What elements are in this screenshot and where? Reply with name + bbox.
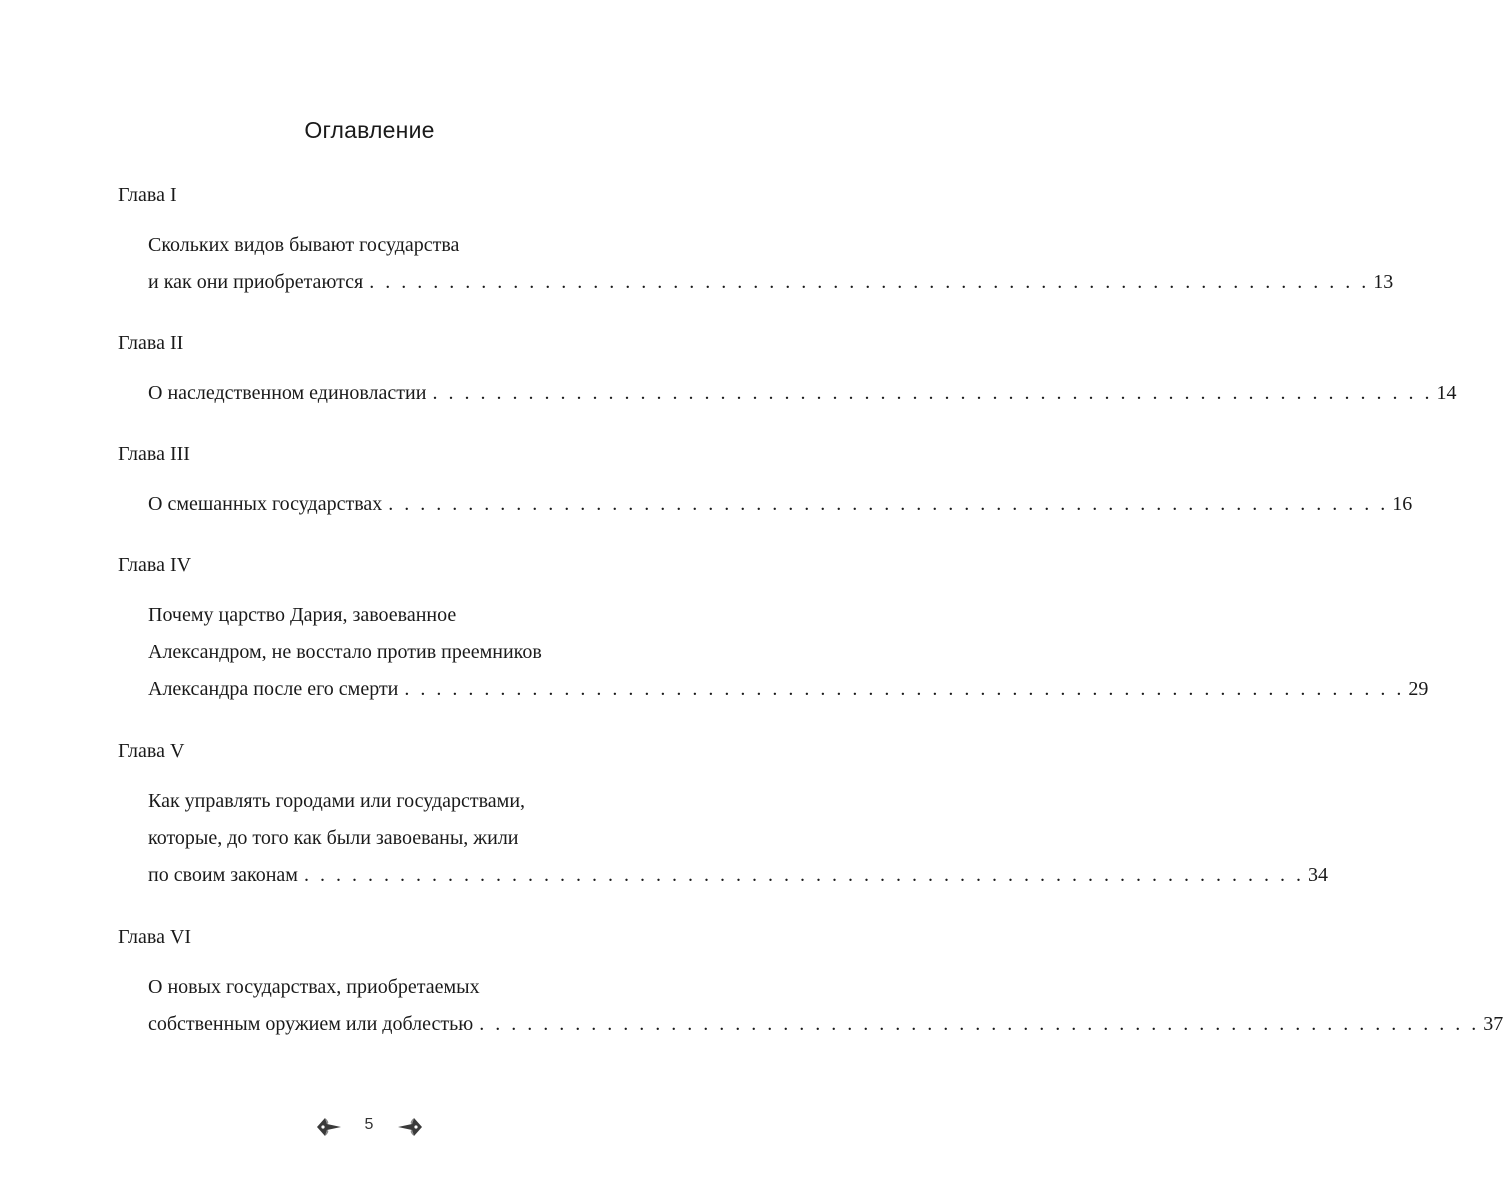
page-footer [0,1114,739,1140]
toc-page-number: 13 [1373,271,1394,293]
dot-leader: . . . . . . . . . . . . . . . . . . . . . . . . . . . . . . . . . . . . . . . . . . . . . . . . . . . . . . . . . . . . . . . [404,678,1405,700]
chapter-heading-5: Глава V [118,740,185,762]
dot-leader: . . . . . . . . . . . . . . . . . . . . . . . . . . . . . . . . . . . . . . . . . . . . . . . . . . . . . . . . . . . . . . . [388,493,1389,515]
toc-entry-line: Почему царство Дария, завоеванное [148,604,457,626]
toc-entry-last-line [148,857,1328,894]
toc-entry-3[interactable] [148,486,1413,523]
toc-entry-text: и как они приобретаются [148,271,364,293]
toc-entry-text: собственным оружием или доблестью [148,1013,474,1035]
fleuron-right-icon [397,1115,423,1139]
toc-entry-2[interactable] [148,375,1457,412]
dot-leader: . . . . . . . . . . . . . . . . . . . . . . . . . . . . . . . . . . . . . . . . . . . . . . . . . . . . . . . . . . . . . . . [479,1013,1480,1035]
toc-entry-text: по своим законам [148,864,298,886]
toc-page-number: 14 [1436,382,1457,404]
toc-entry-text: О наследственном единовластии [148,382,427,404]
chapter-heading-1: Глава I [118,184,177,206]
toc-page-number: 37 [1483,1013,1503,1035]
page-number: 5 [364,1116,374,1133]
toc-entry-line: Скольких видов бывают государства [148,234,460,256]
chapter-heading-2: Глава II [118,332,184,354]
toc-entry-text: Александра после его смерти [148,678,399,700]
toc-entry-last-line [148,671,1429,708]
toc-entry-last-line [148,1006,1503,1043]
toc-page-number: 16 [1392,493,1413,515]
toc-entry-5[interactable] [148,783,1328,894]
chapter-heading-4: Глава IV [118,554,192,576]
toc-entry-1[interactable] [148,227,1394,301]
chapter-heading-3: Глава III [118,443,190,465]
toc-entry-6[interactable] [148,969,1503,1043]
toc-page-number: 34 [1307,864,1328,886]
toc-page-number: 29 [1408,678,1429,700]
page-title: Оглавление [304,117,435,143]
dot-leader: . . . . . . . . . . . . . . . . . . . . . . . . . . . . . . . . . . . . . . . . . . . . . . . . . . . . . . . . . . . . . . . [432,382,1433,404]
toc-entry-last-line [148,486,1413,523]
toc-entry-line: Александром, не восстало против преемников [148,641,542,663]
chapter-heading-6: Глава VI [118,926,192,948]
fleuron-left-icon [316,1115,342,1139]
toc-entry-text: О смешанных государствах [148,493,383,515]
toc-entry-line: Как управлять городами или государствами, [148,790,526,812]
dot-leader: . . . . . . . . . . . . . . . . . . . . . . . . . . . . . . . . . . . . . . . . . . . . . . . . . . . . . . . . . . . . . . . [369,271,1370,293]
toc-entry-line: которые, до того как были завоеваны, жили [148,827,519,849]
toc-entry-4[interactable] [148,597,1429,708]
dot-leader: . . . . . . . . . . . . . . . . . . . . . . . . . . . . . . . . . . . . . . . . . . . . . . . . . . . . . . . . . . . . . . . [303,864,1304,886]
toc-entry-line: О новых государствах, приобретаемых [148,976,480,998]
toc-entry-last-line [148,375,1457,412]
toc-entry-last-line [148,264,1394,301]
